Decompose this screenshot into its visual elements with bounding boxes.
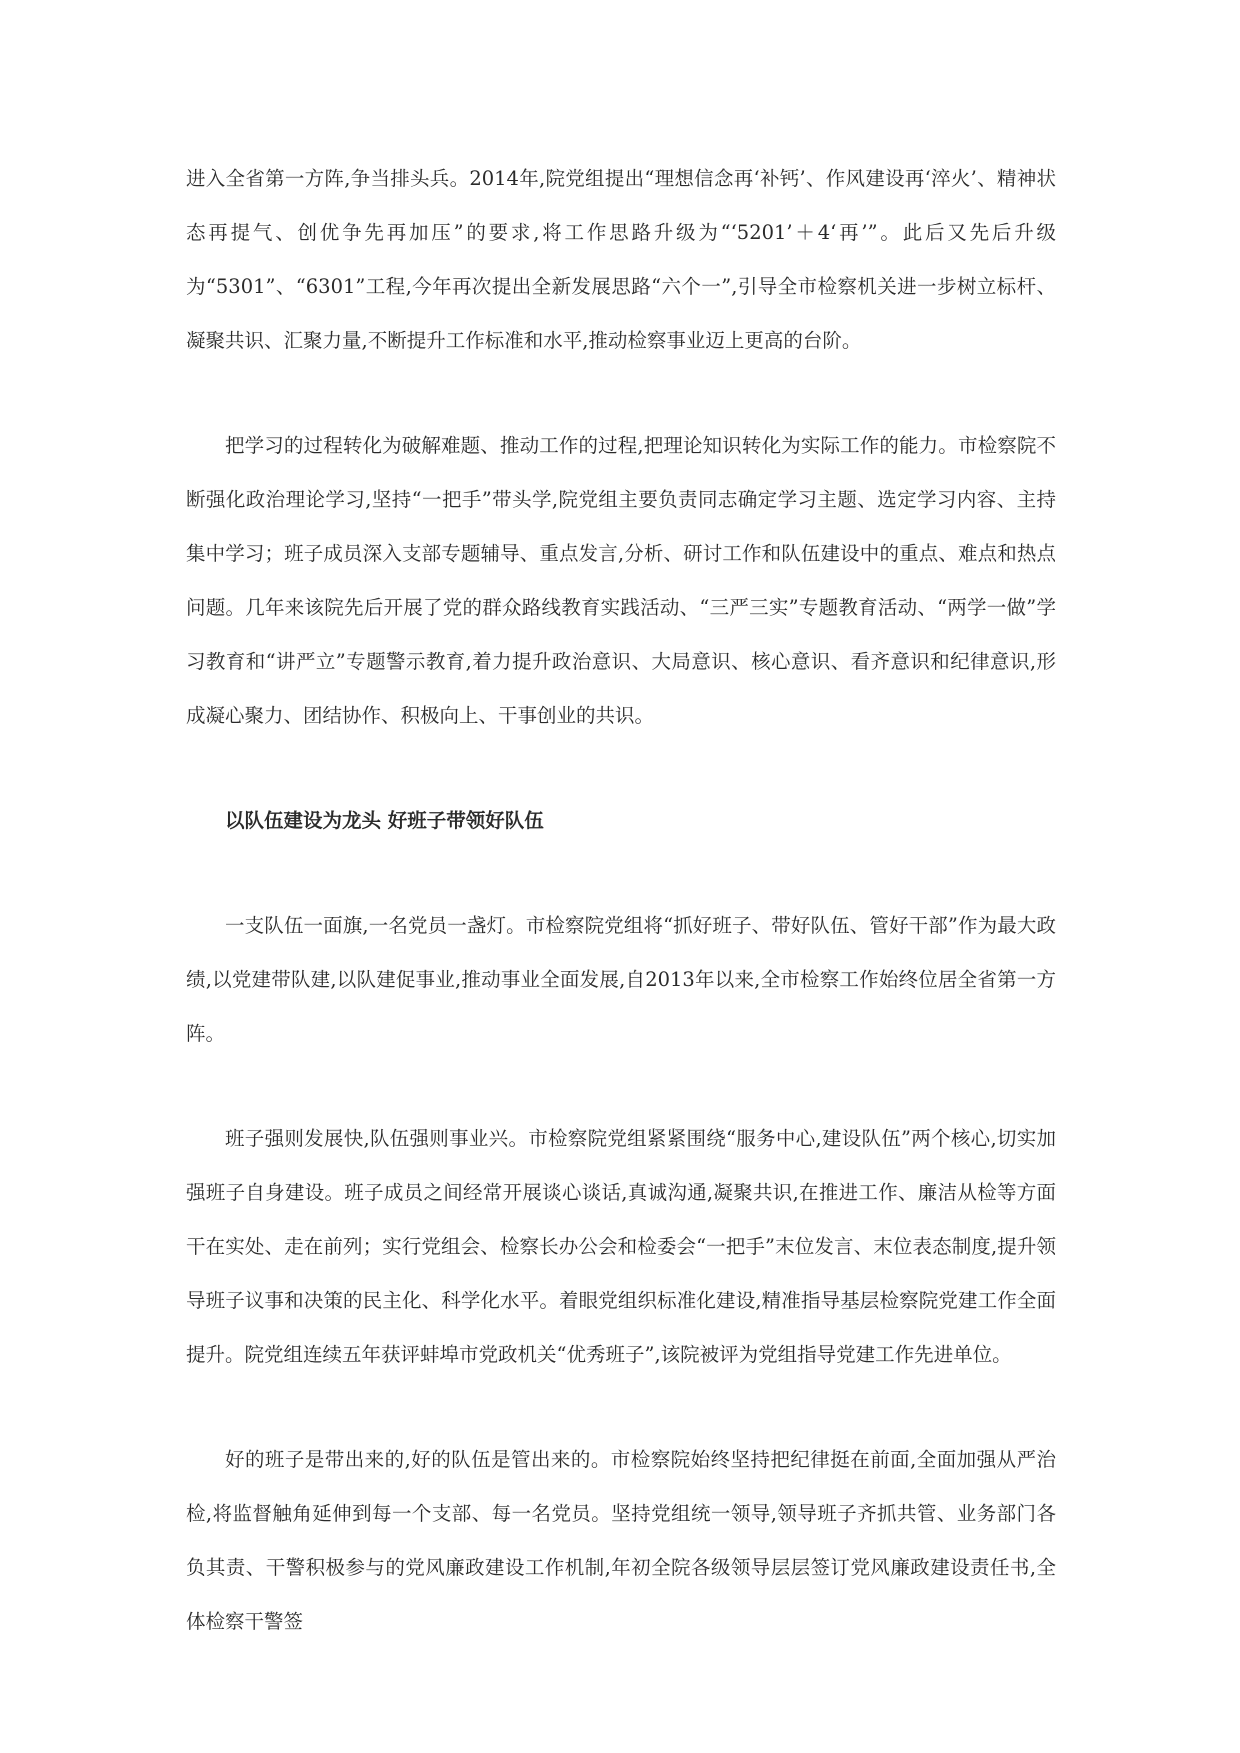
section-heading: 以队伍建设为龙头 好班子带领好队伍 [225,809,544,832]
paragraph-5: 好的班子是带出来的,好的队伍是管出来的。市检察院始终坚持把纪律挺在前面,全面加强从严治检,将监督触角延伸到每一个支部、每一名党员。坚持党组统一领导,领导班子齐抓共管、业务部门各负其责、干警积极参与的党风廉政建设工作机制,年初全院各级领导层层签订党风廉政建设责任书,全体检察干警签 [186,1448,1056,1633]
paragraph-3: 一支队伍一面旗,一名党员一盏灯。市检察院党组将“抓好班子、带好队伍、管好干部”作为最大政绩,以党建带队建,以队建促事业,推动事业全面发展,自2013年以来,全市检察工作始终位居全省第一方阵。 [186,914,1056,1045]
paragraph-1: 进入全省第一方阵,争当排头兵。2014年,院党组提出“理想信念再‘补钙’、作风建设再‘淬火’、精神状态再提气、创优争先再加压”的要求,将工作思路升级为“‘5201’＋4‘再’”。此后又先后升级为“5301”、“6301”工程,今年再次提出全新发展思路“六个一”,引导全市检察机关进一步树立标杆、凝聚共识、汇聚力量,不断提升工作标准和水平,推动检察事业迈上更高的台阶。 [186,167,1056,352]
paragraph-2: 把学习的过程转化为破解难题、推动工作的过程,把理论知识转化为实际工作的能力。市检察院不断强化政治理论学习,坚持“一把手”带头学,院党组主要负责同志确定学习主题、选定学习内容、主持集中学习；班子成员深入支部专题辅导、重点发言,分析、研讨工作和队伍建设中的重点、难点和热点问题。几年来该院先后开展了党的群众路线教育实践活动、“三严三实”专题教育活动、“两学一做”学习教育和“讲严立”专题警示教育,着力提升政治意识、大局意识、核心意识、看齐意识和纪律意识,形成凝心聚力、团结协作、积极向上、干事创业的共识。 [186,434,1056,727]
document-body [186,152,1056,1700]
paragraph-4: 班子强则发展快,队伍强则事业兴。市检察院党组紧紧围绕“服务中心,建设队伍”两个核心,切实加强班子自身建设。班子成员之间经常开展谈心谈话,真诚沟通,凝聚共识,在推进工作、廉洁从检等方面干在实处、走在前列；实行党组会、检察长办公会和检委会“一把手”末位发言、末位表态制度,提升领导班子议事和决策的民主化、科学化水平。着眼党组织标准化建设,精准指导基层检察院党建工作全面提升。院党组连续五年获评蚌埠市党政机关“优秀班子”,该院被评为党组指导党建工作先进单位。 [186,1127,1056,1366]
